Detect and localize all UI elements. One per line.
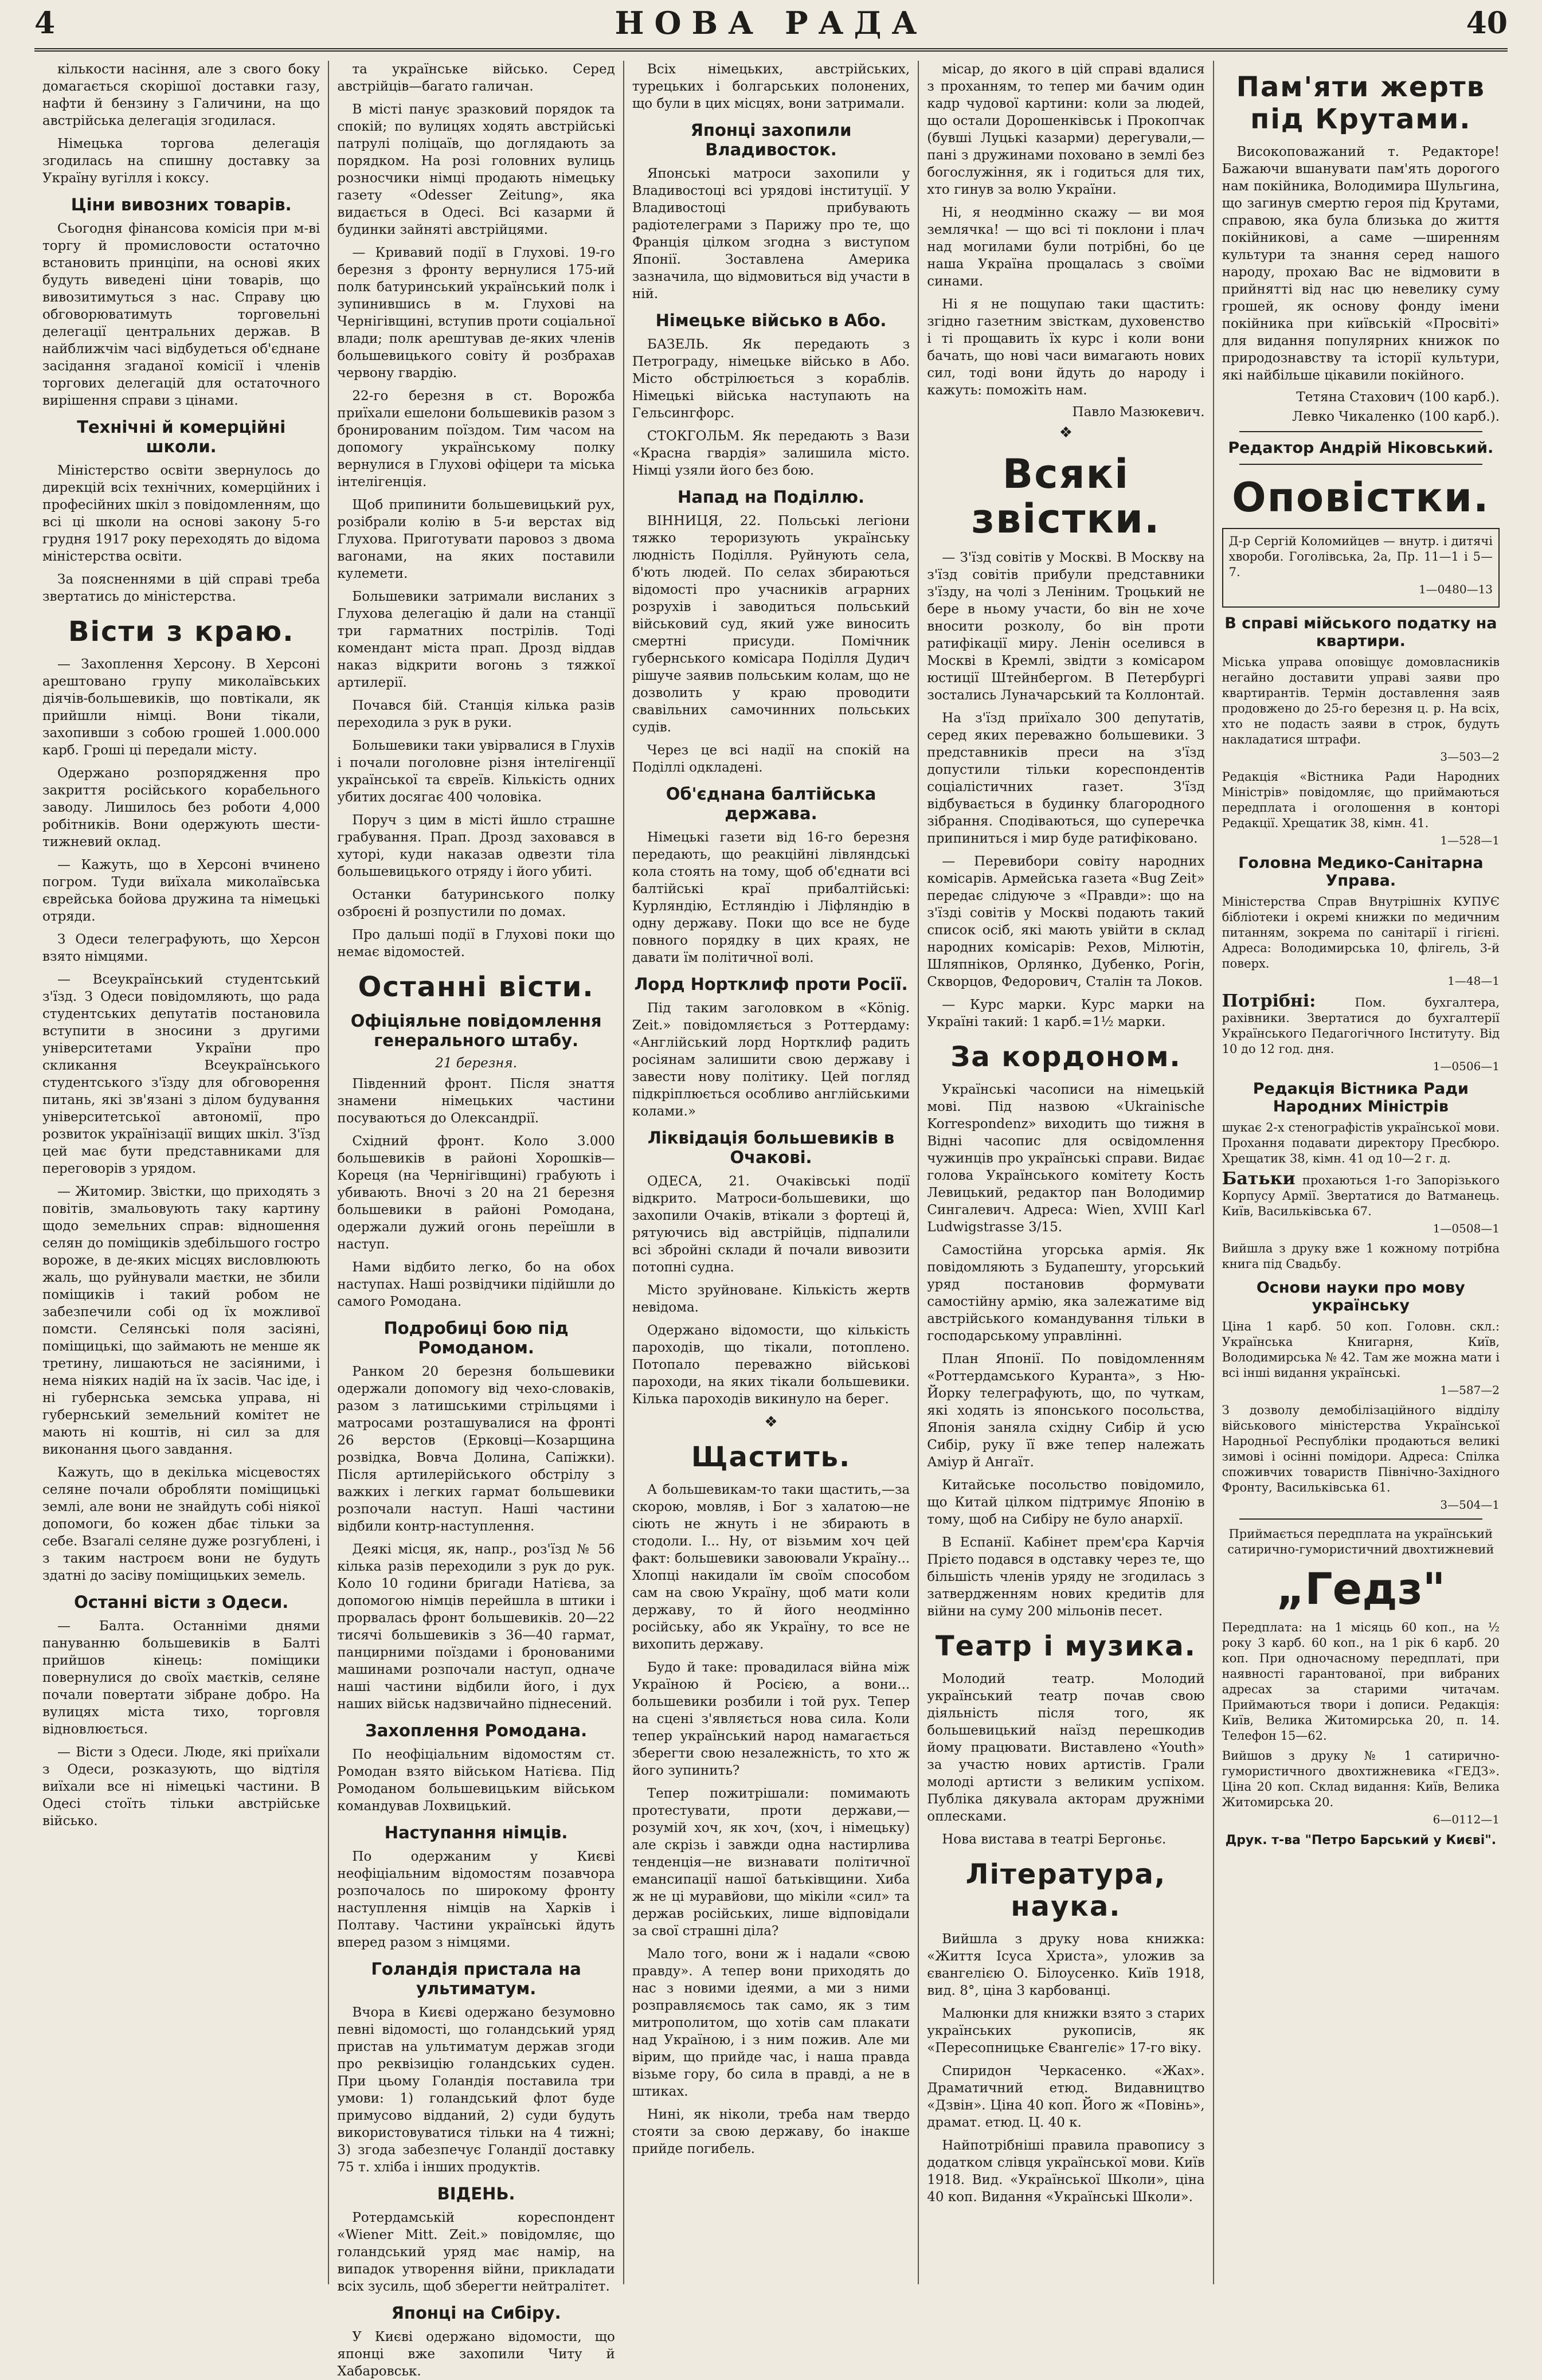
article-paragraph: — Балта. Останніми днями пануванню большевиків в Балті прийшов кінець: поміщики повернулися до своїх маєтків, селяне почали повертати зібране добро. На вулицях міста тихо, торговля відновлюється. xyxy=(42,1619,320,1737)
article-paragraph: Нова вистава в театрі Бергоньє. xyxy=(942,1832,1167,1847)
article-paragraph: Ні, я неодмінно скажу — ви моя землячка! — що всі ті поклони і плач над могилами були потрібні, бо це наша Україна прощалась з своїми синами. xyxy=(927,205,1205,289)
article-paragraph: — Кривавий події в Глухові. 19-го березня з фронту вернулися 175-ий полк батуринський український полк і зупинившись в м. Глухові на Чернігівщині, вступив проти соціальної влади; полк арештував де-яких членів большевицького совіту й розбрахав червону гвардію. xyxy=(337,245,615,381)
article-paragraph: Вийшла з друку нова книжка: «Життя Ісуса Христа», уложив за євангелією О. Білоусенко. Київ 1918, вид. 8°, ціна 3 карбованці. xyxy=(927,1932,1205,1998)
article-paragraph: 22-го березня в ст. Ворожба приїхали ешелони большевиків разом з бронированим поїздом. Тим часом на допомогу українському полку вернулися в Глухові офіцери та міська інтелігенція. xyxy=(337,389,615,490)
article-paragraph: ВІННИЦЯ, 22. Польські легіони тяжко тероризують українську людність Поділля. Руйнують села, б'ють людей. По селах збираються відомості про учасників аграрних розрухів і заводиться польський військовий суд, який уже виносить смертні присуди. Помічник губернського комісара Поділля Дудич рішуче заявив польським колам, що не дозволить у краю проводити свавільних самочинних польських судів. xyxy=(632,514,910,735)
article-paragraph: Через це всі надії на спокій на Поділлі одкладені. xyxy=(632,743,910,775)
divider xyxy=(1239,431,1482,432)
article-paragraph: З Одеси телеграфують, що Херсон взято німцями. xyxy=(42,932,320,964)
section-title: Щастить. xyxy=(691,1441,851,1473)
ad-heading: В справі мійського податку на квартири. xyxy=(1224,614,1497,650)
article-paragraph: Одержано відомости, що кількість пароходів, що тікали, потоплено. Потопало переважно військові пароходи, на яких тікали большевики. Кілька пароходів викинуло на берег. xyxy=(632,1323,910,1407)
ad-heading: Головна Медико-Санітарна Управа. xyxy=(1238,854,1484,890)
page-number-left: 4 xyxy=(34,6,56,41)
editor-line: Редактор Андрій Ніковський. xyxy=(1228,439,1494,457)
ad-text: Передплата: на 1 місяць 60 коп., на ½ року 3 карб. 60 коп., на 1 рік 6 карб. 20 коп. При одночасному передплаті, при наявності гарантованої, при вибраних адресах за старими читачам. Приймаються твори і дописи. Редакція: Київ, Велика Житомирська 20, п. 14. Телефон 15—62. xyxy=(1222,1620,1500,1743)
advertisement xyxy=(1222,993,1500,1057)
printer-footer: Друк. т-ва "Петро Барський у Києві". xyxy=(1225,1833,1497,1847)
article-paragraph: Спиридон Черкасенко. «Жах». Драматичний етюд. Видавництво «Дзвін». Ціна 40 коп. Його ж «Повінь», драмат. етюд. Ц. 40 к. xyxy=(927,2064,1205,2130)
ad-text: Редакція «Вістника Ради Народних Міністрів» повідомляє, що приймаються передплата і оголошення в конторі Редакції. Хрещатик 38, кімн. 41. xyxy=(1222,770,1500,830)
article-paragraph: — З'їзд совітів у Москві. В Москву на з'їзд совітів прибули представники з'їзду, на чолі з Леніним. Троцький не бере в ньому участи, бо він не хоче вносити розколу, бо він проти ратифікації миру. Ленін оселився в Москві в Кремлі, звідти з комісаром юстиції Штейнбергом. В Петербургі зостались Луначарський та Коллонтай. xyxy=(927,550,1205,703)
section-heading: Ліквідація большевиків в Очакові. xyxy=(647,1128,895,1167)
article-paragraph: Міністерство освіти звернулось до дирекцій всіх технічних, комерційних і професійних шкіл з повідомленням, що всі ці школи на основі закону 5-го грудня 1917 року переходять до відома міністерства освіти. xyxy=(42,463,320,564)
ad-text: Приймається передплата на український сатирично-гумористичний двохтижневий xyxy=(1227,1527,1494,1556)
article-paragraph: Большевики таки увірвалися в Глухів і почали поголовне різня інтелігенції української та євреїв. Кількість одних убитих досягає 400 чоловіка. xyxy=(337,738,615,805)
ad-heading: Редакція Вістника Ради Народних Міністрів xyxy=(1253,1080,1469,1115)
ad-code: 1—587—2 xyxy=(1440,1383,1500,1397)
article-paragraph: Будо й таке: провадилася війна між Україною й Росією, а вони... большевики розбили і той рух. Тепер на сцені з'являється нова сила. Коли тепер український народ намагається зберегти свою незалежність, то хто ж його зупинить? xyxy=(632,1660,910,1778)
article-paragraph: Мало того, вони ж і надали «свою правду». А тепер вони приходять до нас з новими ідеями, а ми з ними розправляємось так само, як з тим митрополитом, що хотів сам плакати над Україною, і з ним пожив. Але ми вірим, що прийде час, і наша правда візьме гору, бо сила в правді, а не в штиках. xyxy=(632,1947,910,2099)
article-paragraph: — Вісти з Одеси. Люде, які приїхали з Одеси, розказують, що відтіля виїхали все ні німецькі частини. В Одесі стоїть тільки австрійське військо. xyxy=(42,1745,320,1829)
column-2 xyxy=(329,61,624,2379)
section-title: Всякі звістки. xyxy=(971,451,1161,542)
article-paragraph: Німецька торгова делегація згодилась на спишну доставку за Україну вугілля і коксу. xyxy=(42,136,320,186)
article-paragraph: Большевики затримали висланих з Глухова делегацію й дали на станції три гарматних пострілів. Тоді комендант міста прап. Дрозд віддав наказ відкрити вогонь з тяжкої артилерії. xyxy=(337,589,615,690)
ad-code: 1—0480—13 xyxy=(1418,582,1493,596)
donor-line: Тетяна Стахович (100 карб.). xyxy=(1296,390,1500,405)
article-paragraph: Найпотрібніші правила правопису з додатком слівця української мови. Київ 1918. Вид. «Української Школи», ціна 40 коп. Видання «Українські Школи». xyxy=(927,2138,1205,2205)
ad-code: 1—528—1 xyxy=(1440,833,1500,847)
ad-text: Д-р Сергій Коломийцев — внутр. і дитячі хвороби. Гоголівська, 2а, Пр. 11—1 і 5—7. xyxy=(1228,534,1493,579)
ad-code: 3—503—2 xyxy=(1440,750,1500,764)
article-paragraph: Сьогодня фінансова комісія при м-ві торгу й промисловости остаточно встановить принціпи, на основі яких будуть виведені ціни товарів, що вивозитимуться з нас. Справу цю обговорюватимуть торговельні делегації центральних держав. В найближчім часі відбудеться об'єднане засідання згаданої комісії і членів торгових делегацій для остаточного вирішення справи з цінами. xyxy=(42,221,320,408)
article-paragraph: — Захоплення Херсону. В Херсоні арештовано групу миколаївських діячів-большевиків, що повтікали, як прийшли німці. Вони тікали, захопивши з собою грошей 1.000.000 карб. Гроші ці передали місту. xyxy=(42,657,320,758)
article-paragraph: — Курс марки. Курс марки на Україні такий: 1 карб.=1½ марки. xyxy=(927,997,1205,1029)
section-title: Вісти з краю. xyxy=(68,616,295,648)
columns xyxy=(34,61,1508,2379)
divider xyxy=(1239,1518,1482,1520)
article-paragraph: Деякі місця, як, напр., роз'їзд № 56 кілька разів переходили з рук до рук. Коло 10 години бригади Натієва, за допомогою німців перейшла в штики і прорвалась фронт большевиків. 20—22 тисячі большевиків з 36—40 гармат, панцирними поїздами і бронованими машинами розпочали наступ, одначе наші частини відбили його, і дух наших військ надзвичайно піднесений. xyxy=(337,1542,615,1712)
section-title: Пам'яти жертв під Крутами. xyxy=(1236,71,1485,135)
article-paragraph: Східний фронт. Коло 3.000 большевиків в районі Хорошків—Кореця (на Чернігівщині) грабують і убивають. Вночі з 20 на 21 березня большевики в районі Ромодана, одержали дужий огонь переїшли в наступ. xyxy=(337,1134,615,1252)
ad-code: 1—0506—1 xyxy=(1433,1059,1500,1073)
article-paragraph: Всіх німецьких, австрійських, турецьких і болгарських полонених, що були в цих місцях, вони затримали. xyxy=(632,62,910,111)
article-paragraph: Почався бій. Станція кілька разів переходила з рук в руки. xyxy=(337,698,615,730)
article-paragraph: Японські матроси захопили у Владивостоці всі урядові інституції. У Владивостоці прибувають радіотелеграми з Парижу про те, що Франція цілком згодна з виступом Японії. Зоставлена Америка зазначила, що відмовиться від участи в ній. xyxy=(632,166,910,302)
article-paragraph: Південний фронт. Після знаття знамени німецьких частини посуваються до Олександрії. xyxy=(337,1077,615,1126)
article-paragraph: Про дальші події в Глухові поки що немає відомостей. xyxy=(337,927,615,960)
section-title: За кордоном. xyxy=(950,1041,1181,1073)
author-signature: Павло Мазюкевич. xyxy=(1072,405,1205,420)
column-3 xyxy=(624,61,919,2284)
article-paragraph: СТОКГОЛЬМ. Як передають з Вази «Красна гвардія» залишила місто. Німці узяли його без бою. xyxy=(632,429,910,478)
article-paragraph: Китайське посольство повідомило, що Китай цілком підтримує Японію в тому, щоб на Сибіру не було анархії. xyxy=(927,1478,1205,1527)
article-paragraph: Тепер пожитрішали: помимають протестувати, проти держави,—розумій хоч, як хоч, (хоч, і німецьку) але скрізь і завжди одна настирлива тенденція—не визнавати політичної емансипації нашої батьківщини. Хиба ж не ці муравйови, що мікіли «сил» та держав російських, лише відповідали за свої страшні діла? xyxy=(632,1786,910,1939)
section-heading: Напад на Поділлю. xyxy=(678,487,864,507)
section-heading: Офіціяльне повідомлення генерального штабу. xyxy=(350,1011,602,1050)
article-paragraph: На з'їзд приїхало 300 депутатів, серед яких переважно большевики. З представників преси на з'їзд допустили тільки кореспондентів соціалістичних газет. З'їзд відбувається в будинку благородного зібрання. Сподіваються, що суперечка припиниться і мир буде ратифіковано. xyxy=(927,711,1205,846)
article-paragraph: Нами відбито легко, бо на обох наступах. Наші розвідчики підійшли до самого Ромодана. xyxy=(337,1260,615,1309)
article-paragraph: Вчора в Києві одержано безумовно певні відомості, що голандський уряд пристав на ультиматум держав згоди про реквізицію голандських суден. При цьому Голандія поставила три умови: 1) голандський флот буде примусово відданий, 2) суди будуть використовуватися тільки на 4 тижні; 3) згода забезпечує Голандії доставку 75 т. хліба і інших продуктів. xyxy=(337,2005,615,2175)
section-heading: Об'єднана балтійська держава. xyxy=(666,784,876,823)
section-heading: Захоплення Ромодана. xyxy=(365,1721,588,1740)
ad-text: Міністерства Справ Внутрішніх КУПУЄ бібліотеки і окремі книжки по медичним питанням, зокрема по санітарії і гігієні. Адреса: Володимирська 10, флігель, 3-й поверх. xyxy=(1222,895,1500,970)
ad-text: Ціна 1 карб. 50 коп. Головн. скл.: Українська Книгарня, Київ, Володимирська № 42. Там же можна мати і всі інші видання українські. xyxy=(1222,1320,1500,1380)
article-paragraph: місар, до якого в цій справі вдалися з проханням, то тепер ми бачим один кадр чудової картини: коли за людей, що остали Дорошенківськ і Прокопчак (бувші Луцькі казарми) дерегували,—пані з дружинами поховано в землі без богослужіння, як і годиться для тих, хто гинув за волю України. xyxy=(927,62,1205,197)
article-paragraph: План Японії. По повідомленням «Роттердамського Куранта», з Ню-Йорку телеграфують, що, по чуткам, які ходять із японського посольства, Японія заняла східну Сибір й усю Сибір, руку її вже тепер належать Аміур й Ангаїт. xyxy=(927,1352,1205,1470)
article-paragraph: кількости насіння, але з свого боку домагається скорішої доставки газу, нафти й бензину з Галичини, на що австрійська делегація згодилася. xyxy=(42,62,320,128)
article-paragraph: та українське військо. Серед австрійців—багато галичан. xyxy=(337,62,615,94)
ad-text: Вийшла з друку вже 1 кожному потрібна книга під Свадьбу. xyxy=(1222,1242,1500,1271)
ad-code: 1—48—1 xyxy=(1447,974,1500,988)
section-heading: Японці захопили Владивосток. xyxy=(690,120,852,159)
section-heading: Технічні й комерційні школи. xyxy=(77,417,286,456)
ornament-divider-icon: ❖ xyxy=(764,1414,778,1431)
article-paragraph: Щоб припинити большевицький рух, розібрали колію в 5-и верстах від Глухова. Приготувати паровоз з двома вагонами, на яких поставили кулемети. xyxy=(337,498,615,581)
article-paragraph: Молодий театр. Молодий український театр почав свою діяльність після того, як большевицький наїзд перешкодив йому працювати. Виставлено «Youth» за участю нових артистів. Грали молоді артисти з великим успіхом. Публіка дякувала акторам дружніми оплесками. xyxy=(927,1672,1205,1824)
article-paragraph: За поясненнями в цій справі треба звертатись до міністерства. xyxy=(42,572,320,604)
article-paragraph: Ранком 20 березня большевики одержали допомогу від чехо-словаків, разом з латишськими стрільцями і матросами розташувалися на фронті 26 верстов (Ерковці—Козарщина розвідка, Вовча Долина, Сапіжки). Після артилерійського обстрілу з важких і легких гармат большевики розпочали наступ. Наші частини відбили контр-наступлення. xyxy=(337,1364,615,1534)
section-heading: Подробиці бою під Ромоданом. xyxy=(383,1318,569,1357)
section-title: Література, наука. xyxy=(965,1858,1167,1923)
article-paragraph: — Кажуть, що в Херсоні вчинено погром. Туди виїхала миколаївська єврейська бойова дружина та німецькі отряди. xyxy=(42,858,320,924)
article-paragraph: Малюнки для книжки взято з старих українських рукописів, як «Пересопницьке Євангеліє» 17-го віку. xyxy=(927,2006,1205,2056)
column-5 xyxy=(1214,61,1508,2284)
article-paragraph: Високоповажаний т. Редакторе! Бажаючи вшанувати пам'ять дорогого нам покійника, Володимира Шульгина, що загинув смертю героя під Крутами, справою, яка була близька до життя покійникові, а саме —ширенням культури та знання серед нашого народу, прохаю Вас не відмовити в прийнятті від нас цю невелику суму грошей, як основу фонду імени покійника при київській «Просвіті» для видання популярних книжок по природознавству та історії культури, які найбільше цікавили покійного. xyxy=(1222,144,1500,383)
ad-code: 1—0508—1 xyxy=(1433,1222,1500,1235)
article-paragraph: В місті панує зразковий порядок та спокій; по вулицях ходять австрійські патрулі поліцаїв, що доглядають за порядком. На розі головних вулиць розносчики німці продають німецьку газету «Odesser Zeitung», яка видається в Одесі. Всі казарми й будинки зайняті австрійцями. xyxy=(337,102,615,237)
article-paragraph: Самостійна угорська армія. Як повідомляють з Будапешту, угорський уряд постановив формувати самостійну армію, яка залежатиме від австрійського командування тільки в господарському управлінні. xyxy=(927,1243,1205,1344)
newspaper-page xyxy=(0,3,1542,2379)
ad-text: З дозволу демобілізаційного відділу військового міністерства Української Народньої Республіки продаються великі зимові і осінні помідори. Адреса: Спілка споживчих товариств Північно-Західного Фронту, Васильківська 61. xyxy=(1222,1403,1500,1494)
ad-text: Міська управа оповіщує домовласників негайно доставити управі заяви про квартирантів. Термін доставлення заяв продовжено до 25-го березня ц. р. На всіх, хто не подасть заяви в строк, будуть накладатися штрафи. xyxy=(1222,655,1500,746)
article-paragraph: — Всеукраїнський студентський з'їзд. З Одеси повідомляють, що рада студентських депутатів постановила вступити в зносини з другими університетами України про скликання Всеукраїнського студентського з'їзду для обговорення питань, які зв'язані з ділом будування університетської автономії, про розвиток українізації вищих шкіл. З'їзд цей має бути представниками для переговорів з урядом. xyxy=(42,972,320,1176)
section-heading: Німецьке військо в Або. xyxy=(655,311,887,330)
masthead xyxy=(34,3,1508,52)
ad-code: 6—0112—1 xyxy=(1433,1813,1500,1826)
article-paragraph: А большевикам-то таки щастить,—за скорою, мовляв, і Бог з халатою—не сіють не жнуть і не збирають в стодоли. І... Ну, от візьмим хоч цей факт: большевики завоювали Україну... Хлопці накидали їм своїм способом сам на свою Україну, щоб мати коли державу, то й його неодмінно російську, або як Україну, то все не вихопить державу. xyxy=(632,1482,910,1652)
article-paragraph: Місто зруйноване. Кількість жертв невідома. xyxy=(632,1283,910,1315)
section-heading: Лорд Нортклиф проти Росії. xyxy=(634,974,908,994)
article-paragraph: — Житомир. Звістки, що приходять з повітів, змальовують таку картину щодо земельних справ: відношення селян до поміщиків здебільшого гостро вороже, в де-яких місцях висловлюють жаль, що руйнували маєтки, не збили поміщиків і такий робом не забезпечили собі од їх можливої помсти. Селянські поля засіяні, поміщицькі, що займають не менше як третину, лишаються не засіяними, і нема ніяких надій на їх засів. Час іде, і ні губернська земська управа, ні губернський земельний комітет не мають ні коштів, ні сил за для виконання цього завдання. xyxy=(42,1184,320,1457)
ad-heading: Батьки xyxy=(1222,1169,1296,1189)
section-heading: Останні вісти з Одеси. xyxy=(74,1592,289,1612)
section-title: Оповістки. xyxy=(1232,474,1490,521)
section-heading: ВІДЕНЬ. xyxy=(437,2184,515,2203)
article-paragraph: ОДЕСА, 21. Очаківські події відкрито. Матроси-большевики, що захопили Очаків, втікали з фортеці й, рятуючись від австрійців, підпалили всі збройні склади й почали вивозити потопні судна. xyxy=(632,1174,910,1275)
article-paragraph: Останки батуринського полку озброєні й розпустили по домах. xyxy=(337,887,615,919)
article-paragraph: Під таким заголовком в «König. Zeit.» повідомляється з Роттердаму: «Англійський лорд Нортклиф радить росіянам залишити свою державу і завести нову політику. Цей погляд підкріплюється особливо англійськими колами.» xyxy=(632,1001,910,1119)
ad-heading: Потрібні: xyxy=(1222,991,1316,1011)
page-number-right: 40 xyxy=(1466,6,1508,41)
section-title: Останні вісти. xyxy=(358,971,594,1003)
ornament-divider-icon: ❖ xyxy=(1059,424,1073,441)
ad-code: 3—504—1 xyxy=(1440,1498,1500,1512)
ad-text: прохаються 1-го Запорізького Корпусу Армії. Звертатися до Ватманець. Київ, Васильківська 67. xyxy=(1222,1173,1500,1218)
section-heading: Японці на Сибіру. xyxy=(391,2303,561,2323)
newspaper-title: НОВА РАДА xyxy=(615,5,927,41)
donor-line: Левко Чикаленко (100 карб.). xyxy=(1292,409,1500,424)
ad-text: Вийшов з друку № 1 сатирично-гумористичного двохтижневика «ГЕДЗ». Ціна 20 коп. Склад видання: Київ, Велика Житомирська 20. xyxy=(1222,1749,1500,1809)
section-heading: Наступання німців. xyxy=(384,1823,568,1842)
article-paragraph: У Києві одержано відомости, що японці вже захопили Читу й Хабаровськ. xyxy=(337,2330,615,2379)
section-heading: Голандія пристала на ультиматум. xyxy=(371,1959,581,1998)
article-paragraph: В Еспанії. Кабінет прем'єра Карчія Прієто подався в одставку через те, що більшість членів уряду не згодилась з затвердженням нових кредитів для війни на суму 200 мільонів песет. xyxy=(927,1535,1205,1619)
article-paragraph: Кажуть, що в декілька місцевостях селяне почали обробляти поміщицькі землі, але вони не знайдуть собі ніякої допомоги, бо кожен дбає тільки за себе. Взагалі селяне дуже розгублені, і з таким настроєм вони не будуть здатні до засіву поміщицьких земель. xyxy=(42,1465,320,1583)
article-paragraph: Нині, як ніколи, треба нам твердо стояти за свою державу, бо інакше прийде погибель. xyxy=(632,2107,910,2156)
article-paragraph: Поруч з цим в місті йшло страшне грабування. Прап. Дрозд заховався в хуторі, куди наказав одвезти тіла большевицького отряду і його убиті. xyxy=(337,813,615,879)
article-paragraph: По одержаним у Києві неофіціальним відомостям позавчора розпочалось по широкому фронту наступлення німців на Харків і Полтаву. Частини українські йдуть вперед разом з німцями. xyxy=(337,1849,615,1950)
dateline: 21 березня. xyxy=(435,1056,517,1071)
column-1 xyxy=(34,61,329,2284)
article-paragraph: Німецькі газети від 16-го березня передають, що реакційні лівляндські кола стоять на тому, щоб об'єднати всі балтійські краї прибалтійські: Курляндію, Естляндію і Ліфляндію в одну державу. Поки що все не буде повного порядку в цих краях, не давати їм політичної волі. xyxy=(632,830,910,965)
article-paragraph: Ні я не пощупаю таки щастить: згідно газетним звісткам, духовенство і ті прощавить їх курс і коли вони бачать, що нові часи вимагають нових сил, тоді вони йдуть до народу і кажуть: поможіть нам. xyxy=(927,297,1205,398)
article-paragraph: БАЗЕЛЬ. Як передають з Петрограду, німецьке військо в Або. Місто обстрілюється з кораблів. Німецькі війська наступають на Гельсингфорс. xyxy=(632,337,910,421)
advertisement xyxy=(1222,528,1500,608)
ad-text: шукає 2-х стенографістів української мови. Прохання подавати директору Пресбюро. Хрещатик 38, кімн. 41 од 10—2 г. д. xyxy=(1222,1121,1500,1165)
article-paragraph: По неофіціальним відомостям ст. Ромодан взято військом Натієва. Під Ромоданом большевицьким військом командував Лохвицький. xyxy=(337,1747,615,1814)
article-paragraph: Українські часописи на німецькій мові. Під назвою «Ukrainische Korrespondenz» виходить що тижня в Відні часопис для освідомлення чужинців про українські справи. Видає голова Українського комітету Кость Левицький, редактор пан Володимир Сингалевич. Адреса: Wien, XVIII Karl Ludwigstrasse 3/15. xyxy=(927,1082,1205,1235)
ad-text: Пом. бухгалтера, рахівники. Звертатися до бухгалтерії Українського Педагогічного Інституту. Від 10 до 12 год. дня. xyxy=(1222,996,1500,1056)
section-title: Театр і музика. xyxy=(935,1630,1196,1662)
magazine-title: „Гедз" xyxy=(1276,1563,1446,1614)
divider xyxy=(1239,464,1482,465)
advertisement xyxy=(1222,1171,1500,1219)
ad-heading: Основи науки про мову українську xyxy=(1256,1279,1465,1314)
column-4 xyxy=(919,61,1214,2284)
article-paragraph: Ротердамській кореспондент «Wiener Mitt. Zeit.» повідомляє, що голандський уряд має намір, на випадок утворення війни, прикладати всіх зусиль, щоб зберегти нейтралітет. xyxy=(337,2210,615,2294)
section-heading: Ціни вивозних товарів. xyxy=(71,195,292,214)
article-paragraph: Одержано розпорядження про закриття російського корабельного заводу. Лишилось без роботи 4,000 робітників. Вони одержують шести-тижневий оклад. xyxy=(42,766,320,850)
article-paragraph: — Перевибори совіту народних комісарів. Армейська газета «Bug Zeit» передає слідуюче з «Правди»: що на з'їзді совітів у Москві подають такий список осіб, які мають увійти в склад народних комісарів: Рехов, Мілютін, Шляпніков, Орлянко, Дубенко, Рогін, Скворцов, Федорович, Сталін та Локов. xyxy=(927,854,1205,989)
